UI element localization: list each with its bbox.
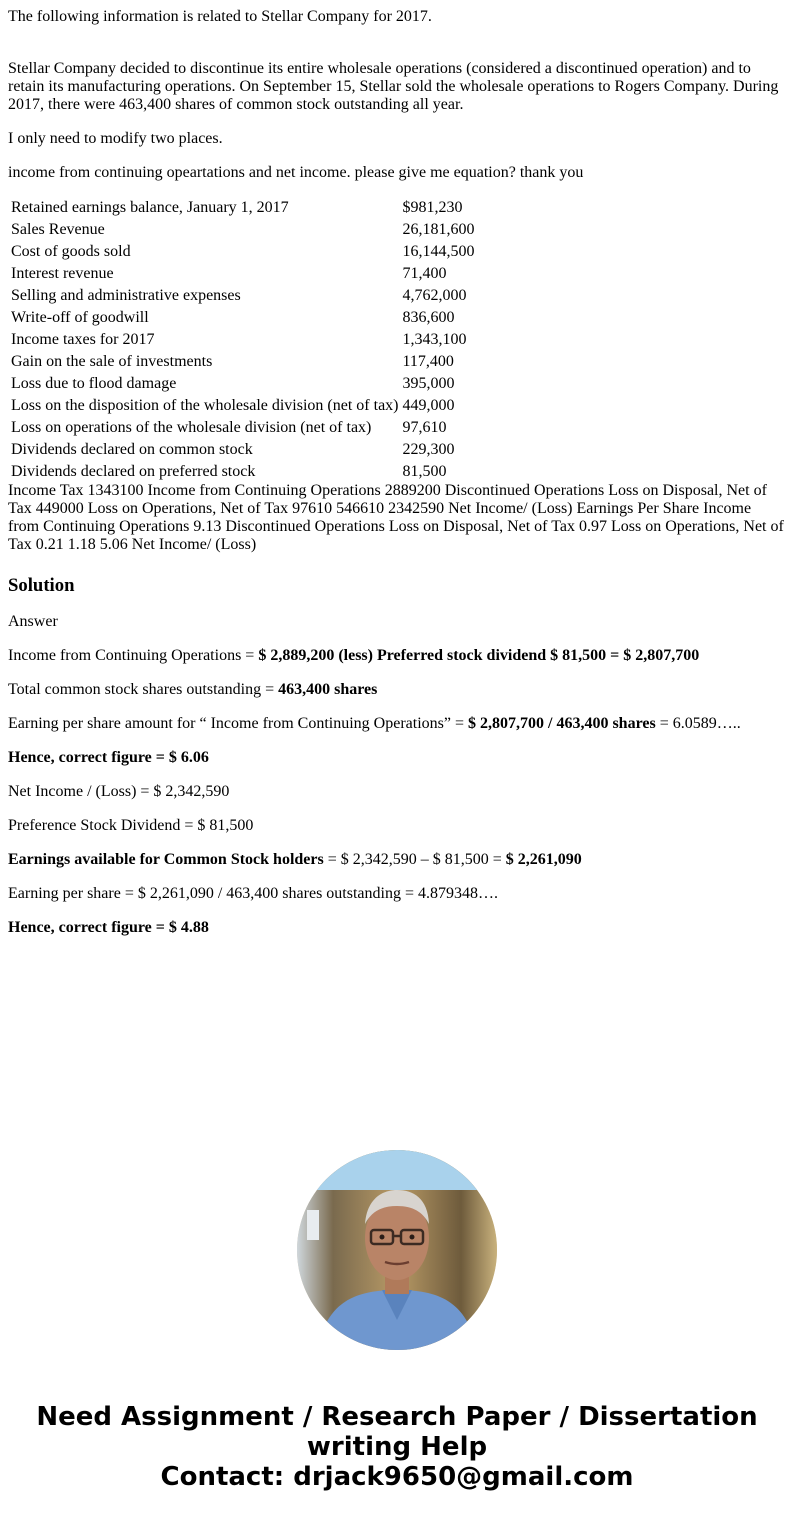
row-label: Selling and administrative expenses [11,287,241,304]
solution-line-eps-net-result [8,919,786,937]
avatar-portrait-icon [297,1150,497,1350]
promo-line-2: writing Help [306,1432,488,1462]
row-value: 836,600 [402,309,455,326]
bold-segment: $ 2,889,200 (less) Preferred stock dividend $ 81,500 = $ 2,807,700 [258,647,700,664]
text-segment: = 6.0589….. [655,715,741,732]
row-label: Sales Revenue [11,221,105,238]
solution-line-earnings-available [8,851,786,869]
question-note-2: income from continuing opeartations and net income. please give me equation? thank you [8,164,584,181]
row-value: 1,343,100 [402,331,467,348]
bold-segment: Hence, correct figure = $ 6.06 [8,749,209,766]
footer-promo [0,1150,794,1492]
solution-line-eps-continuing [8,715,786,733]
row-label: Loss on operations of the wholesale division (net of tax) [11,419,372,436]
solution-line-net-income: Net Income / (Loss) = $ 2,342,590 [8,783,230,800]
author-avatar [297,1150,497,1350]
row-value: 26,181,600 [402,221,475,238]
bold-segment: 463,400 shares [278,681,378,698]
table-row [10,264,476,284]
answer-label: Answer [8,613,58,630]
table-row [10,286,476,306]
solution-line-eps-net: Earning per share = $ 2,261,090 / 463,400 shares outstanding = 4.879348…. [8,885,498,902]
solution-line-income-continuing [8,647,786,665]
row-label: Gain on the sale of investments [11,353,213,370]
solution-heading: Solution [8,575,75,596]
solution-line-eps-continuing-result [8,749,786,767]
row-value: 16,144,500 [402,243,475,260]
promo-text [0,1402,794,1492]
text-segment: = $ 2,342,590 – $ 81,500 = [323,851,506,868]
table-row [10,374,476,394]
row-label: Loss due to flood damage [11,375,177,392]
table-row [10,242,476,262]
row-value: 395,000 [402,375,455,392]
text-segment: Total common stock shares outstanding = [8,681,279,698]
row-value: 117,400 [402,353,454,370]
question-note-1: I only need to modify two places. [8,130,223,147]
row-value: $981,230 [402,199,463,216]
table-row [10,396,476,416]
row-label: Cost of goods sold [11,243,131,260]
question-paragraph: Stellar Company decided to discontinue its entire wholesale operations (considered a discontinued operation) and to retain its manufacturing operations. On September 15, Stellar sold the wholesale operations to Rogers Company. During 2017, there were 463,400 shares of common stock outstanding all year. [8,60,779,113]
row-label: Loss on the disposition of the wholesale division (net of tax) [11,397,399,414]
text-segment: Earning per share amount for “ Income from Continuing Operations” = [8,715,468,732]
bold-segment: $ 2,261,090 [505,851,582,868]
row-label: Dividends declared on preferred stock [11,463,256,480]
row-value: 229,300 [402,441,455,458]
table-row [10,440,476,460]
row-value: 4,762,000 [402,287,467,304]
financial-data-table [8,196,478,484]
bold-segment: Earnings available for Common Stock holders [8,851,324,868]
row-label: Income taxes for 2017 [11,331,155,348]
table-row [10,220,476,240]
table-row [10,462,476,482]
row-label: Interest revenue [11,265,114,282]
table-row [10,308,476,328]
table-row [10,418,476,438]
row-label: Write-off of goodwill [11,309,149,326]
intro-text: The following information is related to Stellar Company for 2017. [8,8,432,25]
text-segment: Income from Continuing Operations = [8,647,259,664]
row-label: Dividends declared on common stock [11,441,253,458]
row-label: Retained earnings balance, January 1, 2017 [11,199,289,216]
row-value: 71,400 [402,265,447,282]
table-row [10,352,476,372]
solution-line-shares [8,681,786,699]
promo-contact[interactable]: Contact: drjack9650@gmail.com [160,1462,634,1492]
pasted-statement-text: Income Tax 1343100 Income from Continuing Operations 2889200 Discontinued Operations Loss on Disposal, Net of Tax 449000 Loss on Operations, Net of Tax 97610 546610 2342590 Net Income/ (Loss) Earnings Per Share Income from Continuing Operations 9.13 Discontinued Operations Loss on Disposal, Net of Tax 0.97 Loss on Operations, Net of Tax 0.21 1.18 5.06 Net Income/ (Loss) [8,482,784,553]
row-value: 97,610 [402,419,447,436]
table-row [10,330,476,350]
bold-segment: $ 2,807,700 / 463,400 shares [468,715,656,732]
table-row [10,198,476,218]
row-value: 81,500 [402,463,447,480]
promo-line-1: Need Assignment / Research Paper / Dissertation [36,1402,758,1432]
row-value: 449,000 [402,397,455,414]
solution-line-preference-dividend: Preference Stock Dividend = $ 81,500 [8,817,254,834]
bold-segment: Hence, correct figure = $ 4.88 [8,919,209,936]
